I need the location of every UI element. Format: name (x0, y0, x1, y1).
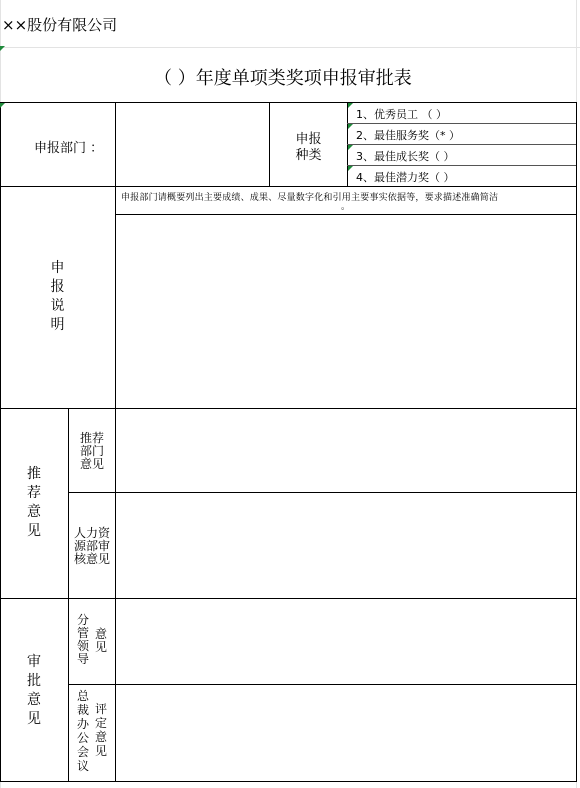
award-option-2[interactable]: 2、最佳服务奖（* ） (356, 129, 460, 142)
comment-marker (348, 124, 353, 129)
gridline (0, 47, 580, 48)
comment-marker (348, 166, 353, 171)
recommend-dept-input[interactable] (116, 409, 576, 492)
description-input-cell[interactable] (116, 215, 576, 408)
executive-meeting-input[interactable] (116, 685, 576, 781)
comment-marker (0, 103, 5, 108)
executive-meeting-opinion: 评 定 意 见 (94, 702, 107, 758)
dept-input-cell[interactable] (116, 103, 269, 186)
hr-review-input[interactable] (116, 493, 576, 598)
division-leader-opinion: 意 见 (94, 627, 107, 654)
comment-marker (348, 145, 353, 150)
executive-meeting-label: 总 裁 办 公 会 议 (76, 689, 89, 773)
comment-marker (348, 103, 353, 108)
award-option-4[interactable]: 4、最佳潜力奖（ ） (356, 171, 455, 184)
approval-label: 审 批 意 见 (27, 654, 41, 727)
dept-label: 申报部门 ： (34, 141, 104, 156)
description-label: 申 报 说 明 (50, 260, 65, 333)
award-option-1[interactable]: 1、优秀员工 （ ） (356, 108, 447, 121)
description-instruction-tail: 。 (341, 202, 351, 212)
division-leader-input[interactable] (116, 599, 576, 684)
comment-marker (0, 46, 5, 51)
form-title: （ ）年度单项类奖项申报审批表 (154, 68, 412, 89)
description-instruction: 申报部门请概要列出主要成绩、成果、尽量数字化和引用主要事实依据等，要求描述准确简洁 (121, 193, 499, 203)
hr-review-label: 人力资 源部审 核意见 (73, 526, 110, 566)
category-label: 申报 种类 (295, 132, 322, 163)
division-leader-label: 分 管 领 导 (76, 613, 89, 666)
recommend-dept-label: 推荐 部门 意见 (79, 431, 104, 471)
recommend-label: 推 荐 意 见 (27, 466, 41, 539)
award-option-3[interactable]: 3、最佳成长奖（ ） (356, 150, 455, 163)
company-name: ××股份有限公司 (2, 16, 118, 34)
